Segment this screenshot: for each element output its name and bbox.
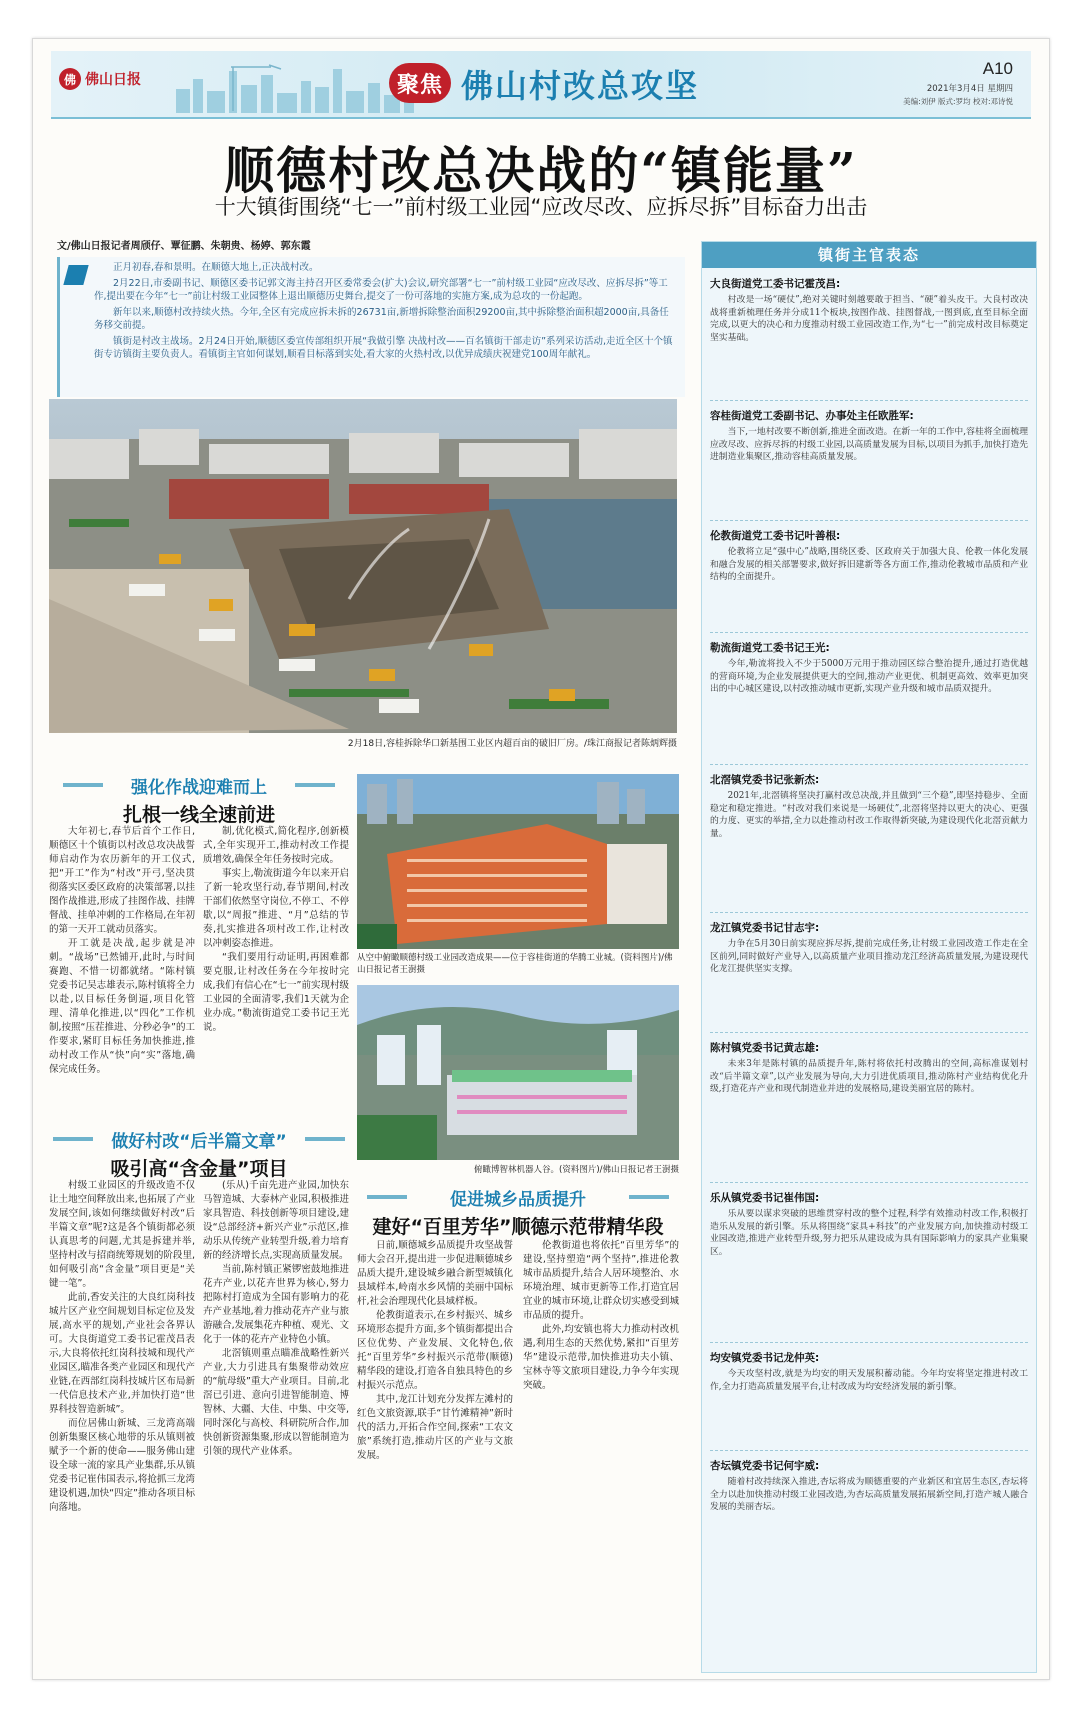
divider: [710, 520, 1028, 521]
sidebar-title: 镇街主官表态: [702, 242, 1036, 268]
statement-text: 村改是一场“硬仗”,绝对关键时刻越要敢于担当、“硬”着头皮干。大良村改决战将重新梳理任务并分成11个板块,按图作战、挂图督战,一图到底,直至目标全面完成,以更大的决心和力度推动村级工业园改造工作,为“七一”前完成村改目标奠定坚实基础。: [710, 295, 1028, 343]
lead-paragraph: 新年以来,顺德村改持续火热。今年,全区有完成应拆未拆的26731亩,新增拆除整治面积29200亩,其中拆除整治面积超2000亩,具备任务移交前提。: [94, 306, 669, 331]
logo-text: 佛山日报: [85, 72, 141, 88]
lead-paragraph: 2月22日,市委副书记、顺德区委书记郭文海主持召开区委常委会(扩大)会议,研究部署“七一”前村级工业园“应改尽改、应拆尽拆”等工作,提出要在今年“七一”前让村级工业园整体上退出顺德历史舞台,提交了一份可落地的实施方案,成为总攻的一份起跑。: [94, 277, 668, 302]
statement-item: [710, 640, 1028, 696]
body-paragraph: 开工就是决战,起步就是冲刺。“战场”已然铺开,此时,与时间赛跑、不惜一切都就绪。“陈村镇党委书记吴志雄表示,陈村镇将全力以赴,以目标任务倒逼,项目化管理、清单化推进,以“四化”工作机制,按照“压茬推进、分秒必争”的工作要求,紧盯目标任务加快推进,推动村改工作从“快”向“实”落地,确保完成任务。: [49, 938, 195, 1075]
page-number: A10: [982, 59, 1013, 78]
body-paragraph: 伦教街道也将依托“百里芳华”的建设,坚持塑造“两个坚持”,推进伦教城市品质提升,结合人居环境整治、水环境治理、城市更新等工作,打造宜居宜业的城市环境,让群众切实感受到城市品质的提升。: [523, 1240, 679, 1321]
statement-item: [710, 1350, 1028, 1393]
body-paragraph: 北滘镇则重点瞄准战略性新兴产业,大力引进具有集聚带动效应的“航母级”重大产业项目。目前,北滘已引进、意向引进智能制造、博智林、大疆、大佳、中集、中交等,同时深化与高校、科研院所合作,加快创新资源集聚,形成以智能制造为引领的现代产业体系。: [203, 1348, 349, 1457]
divider: [710, 1032, 1028, 1033]
divider: [710, 1182, 1028, 1183]
section3-column-right: [523, 1239, 679, 1659]
statement-speaker: 北滘镇党委书记张新杰:: [710, 774, 820, 786]
statement-text: 当下,一地村改要不断创新,推进全面改造。在新一年的工作中,容桂将全面梳理应改尽改、应拆尽拆的村级工业园,以高质量发展为目标,以项目为抓手,加快打造先进制造业集聚区,推动容桂高质量发展。: [710, 427, 1028, 463]
section3-column-left: [357, 1239, 513, 1659]
statement-speaker: 杏坛镇党委书记何宇威:: [710, 1460, 820, 1472]
section3-title-blue: 促进城乡品质提升: [450, 1190, 586, 1210]
body-paragraph: 制,优化模式,简化程序,创新模式,全年实现开工,推动村改工作提质增效,确保全年任务按时完成。: [203, 826, 349, 865]
divider: [710, 764, 1028, 765]
sub-headline: 十大镇街围绕“七一”前村级工业园“应改尽改、应拆尽拆”目标奋力出击: [214, 195, 868, 219]
heading-bar-left: [63, 783, 103, 787]
statement-speaker: 陈村镇党委书记黄志雄:: [710, 1042, 820, 1054]
section3-heading: [357, 1185, 679, 1239]
newspaper-page: [32, 38, 1050, 1680]
body-paragraph: “我们要用行动证明,再困难都要克服,让村改任务在今年按时完成,我们有信心在“七一”前实现村级工业园的全面清零,我们1天就为企业办成。”勒流街道党工委书记王光说。: [203, 952, 349, 1033]
statement-item: [710, 1458, 1028, 1514]
heading-bar-left: [367, 1195, 407, 1199]
demolition-photo: [49, 399, 677, 733]
divider: [710, 400, 1028, 401]
section1-column-left: [49, 825, 195, 1110]
editor-credits: 美编:刘伊 版式:罗均 校对:邓诗悦: [903, 97, 1013, 106]
heading-bar-left: [53, 1137, 93, 1141]
heading-bar-right: [629, 1195, 669, 1199]
section-title: 佛山村改总攻坚: [461, 67, 700, 105]
section3-title-black: 建好“百里芳华”顺德示范带精华段: [372, 1216, 664, 1238]
statement-speaker: 伦教街道党工委书记叶善根:: [710, 530, 841, 542]
statement-text: 今天攻坚村改,就是为均安的明天发展积蓄动能。今年均安将坚定推进村改工作,全力打造高质量发展平台,让村改成为均安经济发展的新引擎。: [710, 1369, 1028, 1392]
body-paragraph: 此前,香安关注的大良红岗科技城片区产业空间规划目标定位及发展,高水平的规划,产业社会各界认可。大良街道党工委书记霍茂昌表示,大良将依托红岗科技城和现代产业园区,瞄准各类产业园区和现代产业链,在西部红岗科技城片区布局新一代信息技术产业,并加快打造“世界科技智造新城”。: [49, 1292, 195, 1415]
divider: [710, 912, 1028, 913]
section1-title-blue: 强化作战迎难而上: [131, 778, 267, 798]
page-header-band: [51, 51, 1031, 119]
body-paragraph: 此外,均安镇也将大力推动村改机遇,利用生态的天然优势,紧扣“百里芳华”建设示范带,加快推进功夫小镇、宝林寺等文旅项目建设,力争今年实现突破。: [523, 1324, 679, 1391]
divider: [710, 1342, 1028, 1343]
body-paragraph: 日前,顺德城乡品质提升攻坚战誓师大会召开,提出进一步促进顺德城乡品质大提升,建设城乡融合新型城镇化县域样本,岭南水乡风情的美丽中国标杆,社会治理现代化县域样板。: [357, 1240, 513, 1307]
byline: 文/佛山日报记者周颀仔、覃征鹏、朱朝贵、杨婷、郭东霞: [57, 241, 311, 252]
lead-paragraphs: [57, 257, 685, 397]
statement-item: [710, 528, 1028, 584]
statement-text: 随着村改持续深入推进,杏坛将成为顺德重要的产业新区和宜居生态区,杏坛将全力以赴加快推动村级工业园改造,为杏坛高质量发展拓展新空间,打造产城人融合发展的美丽杏坛。: [710, 1477, 1028, 1513]
section2-column-left: [49, 1179, 195, 1659]
statement-speaker: 大良街道党工委书记霍茂昌:: [710, 278, 841, 290]
section2-title-black: 吸引高“含金量”项目: [110, 1158, 288, 1180]
statement-item: [710, 408, 1028, 464]
statement-item: [710, 1040, 1028, 1096]
main-photo-caption: 2月18日,容桂拆除华口新基围工业区内超百亩的破旧厂房。/珠江商报记者陈炳辉摄: [347, 739, 677, 749]
statement-text: 今年,勒流将投入不少于5000万元用于推动园区综合整治提升,通过打造优越的营商环境,为企业发展提供更大的空间,推动产业更优、机制更高效、效率更加突出的中心城区建设,以村改推动城市更新,实现产业升级和城市品质双提升。: [710, 659, 1028, 695]
heading-bar-right: [305, 1137, 345, 1141]
body-paragraph: (乐从)千亩先进产业园,加快东马智造城、大泰林产业园,积极推进家具智造、科技创新等项目建设,建设“总部经济+新兴产业”示范区,推动乐从传统产业转型升级,着力培育新的经济增长点,实现高质量发展。: [203, 1180, 349, 1261]
heading-bar-right: [295, 783, 335, 787]
body-paragraph: 而位居佛山新城、三龙湾高端创新集聚区核心地带的乐从镇则被赋予一个新的使命——服务佛山建设全球一流的家具产业集群,乐从镇党委书记崔伟国表示,将抢抓三龙湾建设机遇,加快“四定”推动各项目标向落地。: [49, 1418, 195, 1513]
statement-item: [710, 1190, 1028, 1258]
issue-date: 2021年3月4日 星期四: [926, 84, 1013, 94]
statement-text: 乐从要以谋求突破的思维贯穿村改的整个过程,科学有效推动村改工作,积极打造乐从发展的新引擎。乐从将围绕“家具+科技”的产业发展方向,加快推动村级工业园改造,推进产业转型升级,努力把乐从建设成为具有国际影响力的家具产业集聚区。: [710, 1209, 1028, 1257]
lead-marker-icon: [63, 265, 88, 285]
statement-text: 力争在5月30日前实现应拆尽拆,提前完成任务,让村级工业园改造工作走在全区前列,同时做好产业导入,以高质量产业项目推动龙江经济高质量发展,为建设现代化龙江提供坚实支撑。: [710, 939, 1028, 975]
industrial-park-photo: [357, 774, 679, 949]
focus-badge: 聚焦: [389, 63, 451, 103]
newspaper-logo: [59, 65, 149, 93]
statement-text: 2021年,北滘镇将坚决打赢村改总决战,并且做到“三个稳”,即坚持稳步、全面稳定和稳定推进。“村改对我们来说是一场硬仗”,北滘将坚持以更大的决心、更强的力度、更实的举措,全力以赴推动村改工作取得新突破,为建设现代化北滘贡献力量。: [710, 791, 1028, 839]
statement-text: 未来3年是陈村镇的品质提升年,陈村将依托村改腾出的空间,高标准谋划村改“后半篇文章”,以产业发展为导向,大力引进优质项目,推动陈村产业结构优化升级,打造花卉产业和现代制造业并进的发展格局,建设美丽宜居的陈村。: [710, 1059, 1028, 1095]
section1-column-right: [203, 825, 349, 1110]
statement-speaker: 龙江镇党委书记甘志宇:: [710, 922, 820, 934]
statement-item: [710, 772, 1028, 840]
divider: [710, 632, 1028, 633]
lead-paragraph: 正月初春,春和景明。在顺德大地上,正决战村改。: [113, 262, 319, 273]
section2-title-blue: 做好村改“后半篇文章”: [111, 1132, 287, 1152]
statement-speaker: 乐从镇党委书记崔伟国:: [710, 1192, 820, 1204]
body-paragraph: 大年初七,春节后首个工作日,顺德区十个镇街以村改总攻决战誓师启动作为农历新年的开工仪式,把“开工”作为“村改”开弓,坚决贯彻落实区委区政府的决策部署,以挂图作战推进,形成了挂图作战、挂牌督战、挂单冲刺的工作格局,在年初的第一天开工就动员落实。: [49, 826, 195, 935]
statement-item: [710, 920, 1028, 976]
logo-mark-icon: 佛: [59, 68, 81, 90]
body-paragraph: 伦教街道表示,在乡村振兴、城乡环境形态提升方面,多个镇街都提出合区位优势、产业发展、文化特色,依托“百里芳华”乡村振兴示范带(顺德)精华段的建设,打造各自独具特色的乡村振兴示范点。: [357, 1310, 513, 1391]
section2-heading: [49, 1127, 349, 1181]
official-statements-sidebar: [701, 241, 1037, 1673]
section1-title-black: 扎根一线全速前进: [122, 804, 275, 826]
statement-item: [710, 276, 1028, 344]
statement-speaker: 容桂街道党工委副书记、办事处主任欧胜军:: [710, 410, 914, 422]
lead-paragraph: 镇街是村改主战场。2月24日开始,顺德区委宣传部组织开展“我做引擎 决战村改——百名镇街干部走访”系列采访活动,走近全区十个镇街专访镇街主要负责人。看镇街主官如何谋划,顺看目标落到实处,看大家的火热村改,以优异成绩庆祝建党100周年献礼。: [94, 335, 673, 360]
body-paragraph: 当前,陈村镇正紧锣密鼓地推进花卉产业,以花卉世界为核心,努力把陈村打造成为全国有影响力的花卉产业基地,着力推动花卉产业与旅游融合,发展集花卉种植、观光、文化于一体的花卉产业特色小镇。: [203, 1264, 349, 1345]
body-paragraph: 其中,龙江计划充分发挥左滩村的红色文旅资源,联手“甘竹滩精神”新时代的活力,开拓合作空间,探索“工农文旅”系统打造,推动片区的产业与文旅发展。: [357, 1394, 513, 1461]
body-paragraph: 事实上,勒流街道今年以来开启了新一轮攻坚行动,春节期间,村改干部们依然坚守岗位,不停工、不停歇,以“周报”推进、“月”总结的节奏,扎实推进各项村改工作,让村改以冲刺姿态推进。: [203, 868, 349, 949]
divider: [710, 1450, 1028, 1451]
section2-column-right: [203, 1179, 349, 1659]
statement-speaker: 勒流街道党工委书记王光:: [710, 642, 830, 654]
section1-heading: [49, 773, 349, 827]
industrial-park-caption: 从空中俯瞰顺德村级工业园改造成果——位于容桂街道的华腾工业城。(资料图片)/佛山日报记者王澍摄: [357, 953, 673, 975]
robot-valley-caption: 俯瞰博智林机器人谷。(资料图片)/佛山日报记者王澍摄: [474, 1165, 679, 1175]
statement-speaker: 均安镇党委书记龙仲英:: [710, 1352, 820, 1364]
main-headline: 顺德村改总决战的“镇能量”: [224, 141, 858, 200]
statement-text: 伦教将立足“强中心”战略,围绕区委、区政府关于加强大良、伦教一体化发展和融合发展的相关部署要求,做好拆旧建新等各方面工作,推动伦教城市品质和产业结构的全面提升。: [710, 547, 1028, 583]
robot-valley-photo: [357, 985, 679, 1160]
body-paragraph: 村级工业园区的升级改造不仅让土地空间释放出来,也拓展了产业发展空间,该如何继续做好村改“后半篇文章”呢?这是各个镇街都必须认真思考的问题,尤其是拆建并举,坚持村改与招商统筹规划的阶段里,如何吸引高“含金量”项目更是“关键一笔”。: [49, 1180, 195, 1289]
